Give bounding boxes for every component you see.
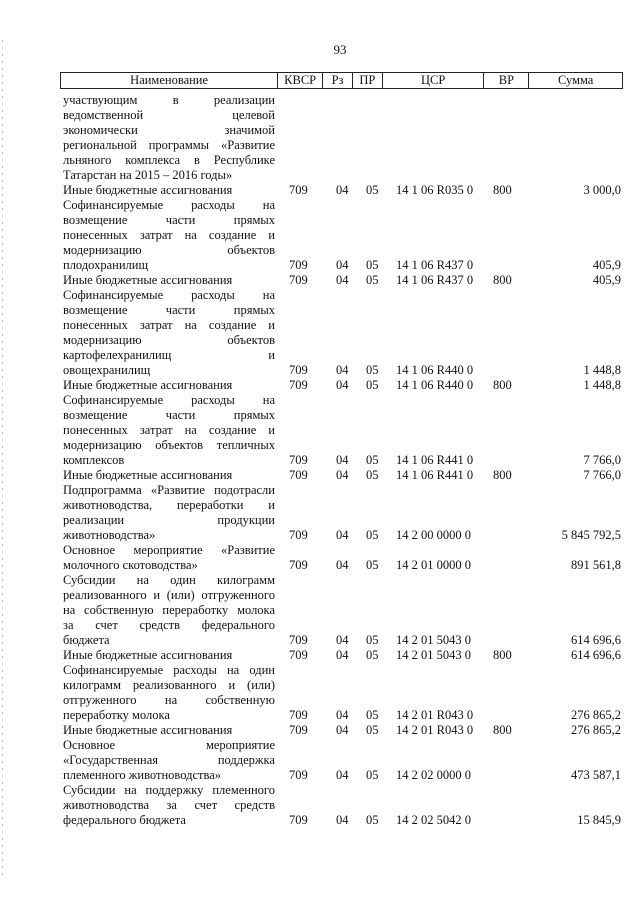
row-sum: 7 766,0 (583, 453, 621, 467)
row-pr: 05 (366, 468, 379, 482)
row-name-line: понесенных затрат на создание и (63, 423, 275, 437)
row-kvsr: 709 (289, 813, 308, 827)
table-row (60, 738, 623, 783)
row-rz: 04 (336, 768, 349, 782)
row-rz: 04 (336, 273, 349, 287)
row-rz: 04 (336, 708, 349, 722)
table-row (60, 543, 623, 573)
row-rz: 04 (336, 528, 349, 542)
row-rz: 04 (336, 633, 349, 647)
row-name-line: Софинансируемые расходы на (63, 393, 275, 407)
row-rz: 04 (336, 468, 349, 482)
row-name (63, 483, 275, 543)
table-row (60, 378, 623, 393)
row-rz: 04 (336, 378, 349, 392)
row-name-line: понесенных затрат на создание и (63, 228, 275, 242)
row-name (63, 543, 275, 573)
row-kvsr: 709 (289, 183, 308, 197)
row-pr: 05 (366, 723, 379, 737)
row-sum: 473 587,1 (571, 768, 621, 782)
row-name-line: возмещение части прямых (63, 408, 275, 422)
row-name-line: реализованного и (или) отгруженного (63, 588, 275, 602)
row-name-line: федерального бюджета (63, 813, 186, 827)
row-kvsr: 709 (289, 708, 308, 722)
row-csr: 14 2 01 R043 0 (396, 708, 474, 722)
row-name-line: животноводства, переработки и (63, 498, 275, 512)
row-name-line: возмещение части прямых (63, 213, 275, 227)
row-name-line: овощехранилищ (63, 363, 151, 377)
row-name-line: понесенных затрат на создание и (63, 318, 275, 332)
row-name-line: Субсидии на поддержку племенного (63, 783, 275, 797)
row-pr: 05 (366, 768, 379, 782)
row-name-line: Софинансируемые расходы на (63, 288, 275, 302)
row-name-line: региональной программы «Развитие (63, 138, 275, 152)
row-pr: 05 (366, 183, 379, 197)
row-sum: 5 845 792,5 (561, 528, 621, 542)
row-sum: 614 696,6 (571, 648, 621, 662)
row-name-line: Иные бюджетные ассигнования (63, 273, 233, 287)
row-name-line: Иные бюджетные ассигнования (63, 378, 233, 392)
row-pr: 05 (366, 453, 379, 467)
row-csr: 14 1 06 R440 0 (396, 363, 474, 377)
row-vr: 800 (493, 468, 512, 482)
row-kvsr: 709 (289, 273, 308, 287)
header-name: Наименование (61, 73, 278, 88)
row-kvsr: 709 (289, 768, 308, 782)
row-name-line: модернизацию объектов (63, 243, 275, 257)
row-name-line: картофелехранилищ и (63, 348, 275, 362)
header-vr: ВР (484, 73, 529, 88)
table-row (60, 648, 623, 663)
row-name-line: комплексов (63, 453, 125, 467)
row-name (63, 663, 275, 723)
header-sum: Сумма (557, 73, 594, 87)
row-name-line: Иные бюджетные ассигнования (63, 183, 233, 197)
table-row (60, 183, 623, 198)
row-csr: 14 1 06 R437 0 (396, 258, 474, 272)
row-name-line: Иные бюджетные ассигнования (63, 648, 233, 662)
row-sum: 405,9 (592, 258, 621, 272)
row-rz: 04 (336, 558, 349, 572)
row-kvsr: 709 (289, 363, 308, 377)
row-sum: 276 865,2 (571, 723, 621, 737)
row-name (63, 198, 275, 273)
row-vr: 800 (493, 723, 512, 737)
row-name-line: Софинансируемые расходы на (63, 198, 275, 212)
table-header (60, 72, 623, 89)
row-vr: 800 (493, 378, 512, 392)
row-sum: 1 448,8 (583, 378, 621, 392)
table-row (60, 483, 623, 543)
header-pr: ПР (353, 73, 383, 88)
row-csr: 14 2 01 5043 0 (396, 633, 471, 647)
row-pr: 05 (366, 258, 379, 272)
row-pr: 05 (366, 708, 379, 722)
row-rz: 04 (336, 183, 349, 197)
row-name-line: модернизацию объектов тепличных (63, 438, 275, 452)
table-row (60, 273, 623, 288)
row-csr: 14 2 01 R043 0 (396, 723, 474, 737)
row-rz: 04 (336, 363, 349, 377)
table-row (60, 468, 623, 483)
row-name-line: экономически значимой (63, 123, 275, 137)
table-row (60, 93, 623, 183)
row-name-line: ведомственной целевой (63, 108, 275, 122)
row-rz: 04 (336, 648, 349, 662)
row-name (63, 468, 275, 483)
row-name (63, 723, 275, 738)
row-rz: 04 (336, 723, 349, 737)
row-kvsr: 709 (289, 528, 308, 542)
row-name (63, 738, 275, 783)
row-kvsr: 709 (289, 723, 308, 737)
row-name-line: Субсидии на один килограмм (63, 573, 275, 587)
row-rz: 04 (336, 258, 349, 272)
row-rz: 04 (336, 813, 349, 827)
row-kvsr: 709 (289, 378, 308, 392)
row-name-line: реализации продукции (63, 513, 275, 527)
row-name-line: племенного животноводства» (63, 768, 221, 782)
row-pr: 05 (366, 273, 379, 287)
row-kvsr: 709 (289, 468, 308, 482)
row-sum: 405,9 (592, 273, 621, 287)
row-pr: 05 (366, 378, 379, 392)
row-name-line: переработку молока (63, 708, 170, 722)
row-name-line: льняного комплекса в Республике (63, 153, 275, 167)
row-kvsr: 709 (289, 648, 308, 662)
table-row (60, 723, 623, 738)
row-name (63, 573, 275, 648)
table-row (60, 663, 623, 723)
row-pr: 05 (366, 813, 379, 827)
row-name (63, 783, 275, 828)
row-name-line: Основное мероприятие (63, 738, 275, 752)
row-vr: 800 (493, 183, 512, 197)
row-name (63, 183, 275, 198)
row-pr: 05 (366, 648, 379, 662)
row-rz: 04 (336, 453, 349, 467)
row-name-line: килограмм реализованного и (или) (63, 678, 275, 692)
row-name-line: молочного скотоводства» (63, 558, 198, 572)
row-name (63, 393, 275, 468)
row-pr: 05 (366, 363, 379, 377)
row-name-line: на собственную переработку молока (63, 603, 275, 617)
row-sum: 3 000,0 (583, 183, 621, 197)
row-csr: 14 2 01 5043 0 (396, 648, 471, 662)
row-name (63, 648, 275, 663)
row-csr: 14 2 02 0000 0 (396, 768, 471, 782)
row-sum: 276 865,2 (571, 708, 621, 722)
row-name-line: участвующим в реализации (63, 93, 275, 107)
row-csr: 14 2 02 5042 0 (396, 813, 471, 827)
row-name-line: животноводства» (63, 528, 156, 542)
header-rz: Рз (323, 73, 353, 88)
row-name-line: за счет средств федерального (63, 618, 275, 632)
row-csr: 14 1 06 R440 0 (396, 378, 474, 392)
table-row (60, 783, 623, 828)
row-sum: 7 766,0 (583, 468, 621, 482)
row-name (63, 288, 275, 378)
row-name-line: Основное мероприятие «Развитие (63, 543, 275, 557)
row-kvsr: 709 (289, 633, 308, 647)
row-name-line: Подпрограмма «Развитие подотрасли (63, 483, 275, 497)
row-name (63, 93, 275, 183)
row-csr: 14 1 06 R441 0 (396, 453, 474, 467)
row-name-line: отгруженного на собственную (63, 693, 275, 707)
table-row (60, 573, 623, 648)
row-sum: 891 561,8 (571, 558, 621, 572)
row-sum: 614 696,6 (571, 633, 621, 647)
row-name-line: возмещение части прямых (63, 303, 275, 317)
row-name-line: бюджета (63, 633, 110, 647)
row-name-line: «Государственная поддержка (63, 753, 275, 767)
header-kvsr: КВСР (278, 73, 323, 88)
row-csr: 14 2 01 0000 0 (396, 558, 471, 572)
row-vr: 800 (493, 273, 512, 287)
table-row (60, 288, 623, 378)
row-name (63, 378, 275, 393)
row-csr: 14 1 06 R437 0 (396, 273, 474, 287)
row-name (63, 273, 275, 288)
table-row (60, 198, 623, 273)
row-pr: 05 (366, 528, 379, 542)
row-pr: 05 (366, 633, 379, 647)
row-name-line: Иные бюджетные ассигнования (63, 723, 233, 737)
row-name-line: Иные бюджетные ассигнования (63, 468, 233, 482)
row-name-line: Татарстан на 2015 – 2016 годы» (63, 168, 233, 182)
row-vr: 800 (493, 648, 512, 662)
row-csr: 14 2 00 0000 0 (396, 528, 471, 542)
table-row (60, 393, 623, 468)
row-name-line: плодохранилищ (63, 258, 149, 272)
row-kvsr: 709 (289, 558, 308, 572)
row-sum: 1 448,8 (583, 363, 621, 377)
row-name-line: животноводства за счет средств (63, 798, 275, 812)
row-csr: 14 1 06 R441 0 (396, 468, 474, 482)
row-pr: 05 (366, 558, 379, 572)
header-csr: ЦСР (383, 73, 485, 88)
page-number: 93 (333, 42, 347, 57)
row-sum: 15 845,9 (577, 813, 621, 827)
row-csr: 14 1 06 R035 0 (396, 183, 474, 197)
scan-edge-rule (2, 40, 3, 880)
row-kvsr: 709 (289, 258, 308, 272)
row-name-line: Софинансируемые расходы на один (63, 663, 275, 677)
row-name-line: модернизацию объектов (63, 333, 275, 347)
row-kvsr: 709 (289, 453, 308, 467)
